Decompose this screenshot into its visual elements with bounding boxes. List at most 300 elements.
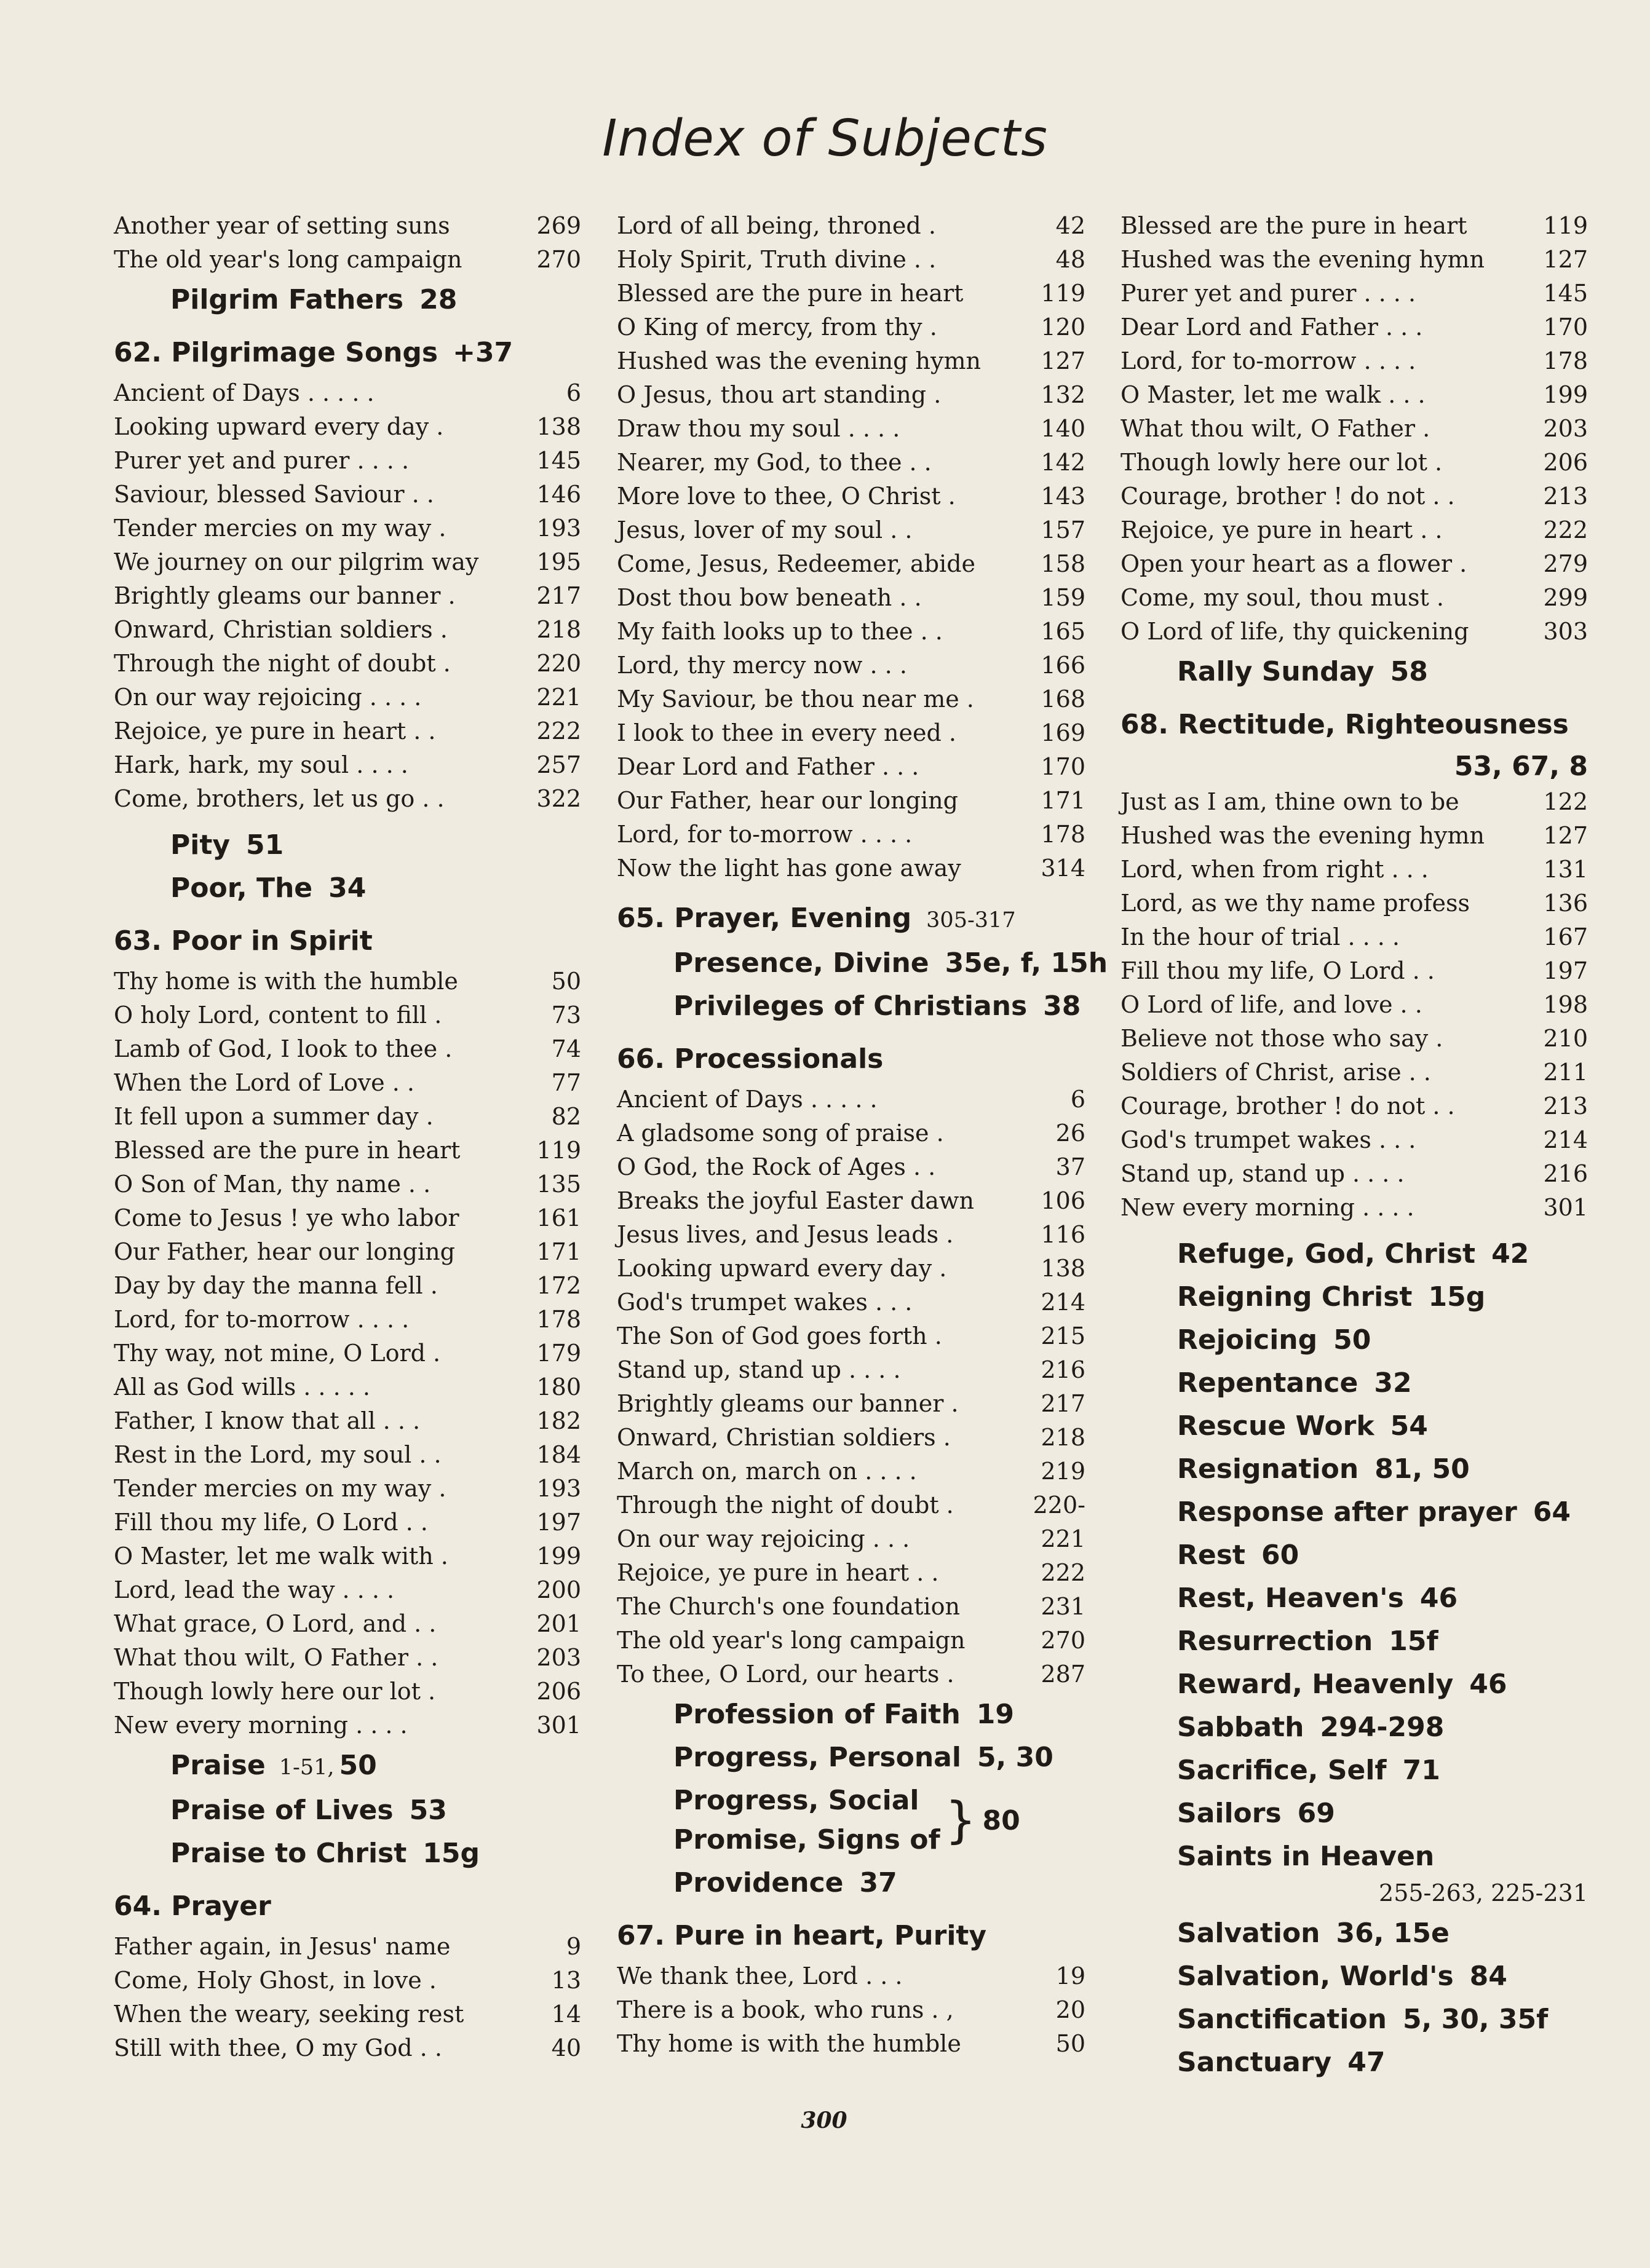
index-entry xyxy=(114,444,581,478)
index-entry xyxy=(114,410,581,444)
entry-number: 270 xyxy=(1041,1627,1085,1654)
index-entry xyxy=(617,1387,1085,1421)
subject-heading xyxy=(1120,2000,1588,2039)
index-entry xyxy=(1120,412,1588,446)
entry-number: 215 xyxy=(1041,1322,1085,1349)
entry-title: Thy home is with the humble xyxy=(617,2030,961,2057)
subject-ref: 1-51, xyxy=(279,1755,335,1780)
entry-number: 211 xyxy=(1543,1059,1588,1086)
entry-title: O Master, let me walk . . . xyxy=(1120,381,1426,408)
subject-name: Resurrection xyxy=(1177,1626,1373,1657)
subject-ref: 53 xyxy=(409,1795,447,1826)
entry-title: The Son of God goes forth . xyxy=(617,1322,942,1349)
entry-title: Through the night of doubt . xyxy=(617,1492,954,1519)
index-entry xyxy=(114,579,581,613)
entry-number: 203 xyxy=(1543,415,1588,442)
index-entry xyxy=(114,1370,581,1404)
subject-name: Providence xyxy=(673,1867,844,1899)
subject-name: Sailors xyxy=(1177,1798,1282,1829)
entry-title: Stand up, stand up . . . . xyxy=(617,1356,901,1383)
index-entry xyxy=(617,1959,1085,1993)
entry-number: 9 xyxy=(566,1933,581,1960)
entry-title: The old year's long campaign xyxy=(114,246,462,273)
subject-name: Progress, Personal xyxy=(673,1742,961,1773)
entry-number: 301 xyxy=(536,1712,581,1739)
subject-ref: 64 xyxy=(1533,1496,1571,1528)
subject-heading xyxy=(114,826,581,865)
entry-number: 219 xyxy=(1041,1458,1085,1485)
entry-number: 201 xyxy=(536,1610,581,1637)
entry-number: 218 xyxy=(1041,1424,1085,1451)
subject-name: Reigning Christ xyxy=(1177,1281,1413,1313)
entry-title: Rest in the Lord, my soul . . xyxy=(114,1441,442,1468)
subject-ref: 5, 30 xyxy=(977,1742,1053,1773)
index-entry xyxy=(114,1675,581,1709)
entry-title: O Lord of life, thy quickening xyxy=(1120,618,1469,645)
entry-title: O Son of Man, thy name . . xyxy=(114,1171,431,1198)
entry-number: 50 xyxy=(1055,2030,1085,2057)
entry-title: Father again, in Jesus' name xyxy=(114,1933,451,1960)
entry-number: 213 xyxy=(1543,483,1588,510)
subject-heading xyxy=(114,1791,581,1830)
entry-title: It fell upon a summer day . xyxy=(114,1103,434,1130)
index-entry xyxy=(114,1641,581,1675)
entry-number: 127 xyxy=(1543,246,1588,273)
entry-number: 322 xyxy=(536,785,581,812)
entry-number: 217 xyxy=(536,582,581,609)
index-entry xyxy=(1120,988,1588,1022)
entry-title: Lamb of God, I look to thee . xyxy=(114,1035,453,1062)
heading-text: 67. Pure in heart, Purity xyxy=(617,1920,987,1951)
entry-title: Come, brothers, let us go . . xyxy=(114,785,445,812)
entry-number: 303 xyxy=(1543,618,1588,645)
entry-title: Dear Lord and Father . . . xyxy=(1120,314,1423,341)
index-entry xyxy=(114,1997,581,2031)
subject-ref: 80 xyxy=(982,1804,1020,1836)
subject-name: Praise of Lives xyxy=(170,1795,394,1826)
subject-ref: 84 xyxy=(1469,1961,1507,1992)
subject-name: Praise xyxy=(170,1750,266,1781)
subject-heading xyxy=(114,1834,581,1873)
subject-heading xyxy=(617,1695,1085,1734)
subject-name: Response after prayer xyxy=(1177,1496,1517,1528)
index-entry xyxy=(114,1032,581,1066)
index-entry xyxy=(617,547,1085,581)
entry-title: Come to Jesus ! ye who labor xyxy=(114,1204,459,1231)
subject-heading xyxy=(1120,1364,1588,1403)
index-entry xyxy=(617,1624,1085,1658)
entry-number: 217 xyxy=(1041,1390,1085,1417)
index-entry xyxy=(114,478,581,512)
entry-title: Stand up, stand up . . . . xyxy=(1120,1160,1405,1187)
subject-ref: 15g xyxy=(1428,1281,1486,1313)
subject-heading xyxy=(1120,1622,1588,1661)
entry-number: 157 xyxy=(1041,516,1085,543)
heading-text: 66. Processionals xyxy=(617,1043,884,1075)
entry-title: Open your heart as a flower . xyxy=(1120,550,1467,577)
entry-title: O King of mercy, from thy . xyxy=(617,314,937,341)
entry-number: 182 xyxy=(536,1407,581,1434)
entry-number: 299 xyxy=(1543,584,1588,611)
subject-name: Sacrifice, Self xyxy=(1177,1755,1387,1786)
entry-title: Purer yet and purer . . . . xyxy=(1120,280,1416,307)
entry-title: Our Father, hear our longing xyxy=(617,787,958,814)
entry-number: 13 xyxy=(551,1967,581,1994)
index-entry xyxy=(1120,547,1588,581)
index-entry xyxy=(114,545,581,579)
index-entry xyxy=(1120,243,1588,277)
index-entry xyxy=(617,1218,1085,1252)
entry-number: 116 xyxy=(1041,1221,1085,1248)
entry-title: What thou wilt, O Father . . xyxy=(114,1644,438,1671)
index-entry xyxy=(114,1472,581,1506)
entry-number: 167 xyxy=(1543,923,1588,950)
entry-number: 161 xyxy=(536,1204,581,1231)
subject-heading xyxy=(114,280,581,320)
entry-number: 26 xyxy=(1055,1120,1085,1147)
entry-title: Hark, hark, my soul . . . . xyxy=(114,751,408,778)
entry-title: My Saviour, be thou near me . xyxy=(617,686,974,713)
index-entry xyxy=(1120,1056,1588,1089)
entry-title: On our way rejoicing . . . xyxy=(617,1525,910,1552)
entry-number: 48 xyxy=(1055,246,1085,273)
entry-number: 178 xyxy=(1543,347,1588,374)
index-entry xyxy=(1120,480,1588,513)
subject-ref: 58 xyxy=(1390,656,1428,687)
subject-heading xyxy=(114,869,581,908)
subject-ref: 15g xyxy=(422,1838,480,1869)
entry-title: Rejoice, ye pure in heart . . xyxy=(1120,516,1443,543)
index-entry xyxy=(114,647,581,681)
heading-ref: +37 xyxy=(453,337,514,368)
index-entry xyxy=(1120,209,1588,243)
entry-title: Dear Lord and Father . . . xyxy=(617,753,919,780)
index-entry xyxy=(1120,954,1588,988)
index-entry xyxy=(1120,446,1588,480)
entry-number: 210 xyxy=(1543,1025,1588,1052)
entry-title: A gladsome song of praise . xyxy=(617,1120,944,1147)
subject-name: Rest, Heaven's xyxy=(1177,1582,1404,1614)
entry-number: 221 xyxy=(1041,1525,1085,1552)
index-entry xyxy=(114,681,581,714)
entry-number: 166 xyxy=(1041,652,1085,679)
entry-number: 82 xyxy=(551,1103,581,1130)
heading-text: 64. Prayer xyxy=(114,1891,271,1922)
entry-number: 127 xyxy=(1543,822,1588,849)
index-entry xyxy=(114,1404,581,1438)
subject-heading xyxy=(1120,1536,1588,1575)
subject-name: Privileges of Christians xyxy=(673,990,1028,1022)
entry-title: Fill thou my life, O Lord . . xyxy=(1120,957,1435,984)
subject-name: Refuge, God, Christ xyxy=(1177,1238,1476,1270)
index-entry xyxy=(617,1522,1085,1556)
index-entry xyxy=(1120,920,1588,954)
entry-number: 42 xyxy=(1055,212,1085,239)
entry-number: 214 xyxy=(1041,1289,1085,1316)
entry-number: 197 xyxy=(536,1509,581,1536)
entry-title: Draw thou my soul . . . . xyxy=(617,415,900,442)
entry-title: Come, my soul, thou must . xyxy=(1120,584,1444,611)
entry-number: 50 xyxy=(551,968,581,995)
index-entry xyxy=(1120,581,1588,615)
entry-title: Looking upward every day . xyxy=(617,1255,947,1282)
entry-number: 216 xyxy=(1041,1356,1085,1383)
entry-number: 6 xyxy=(566,379,581,406)
index-entry xyxy=(617,1421,1085,1455)
subject-heading xyxy=(1120,1407,1588,1446)
entry-title: O Jesus, thou art standing . xyxy=(617,381,942,408)
section-heading xyxy=(617,899,1085,940)
entry-title: Lord, lead the way . . . . xyxy=(114,1576,395,1603)
index-entry xyxy=(617,277,1085,310)
entry-title: Tender mercies on my way . xyxy=(114,1475,446,1502)
entry-number: 146 xyxy=(536,481,581,508)
index-entry xyxy=(114,1303,581,1337)
index-entry xyxy=(617,446,1085,480)
index-entry xyxy=(1120,310,1588,344)
entry-title: Thy way, not mine, O Lord . xyxy=(114,1340,441,1367)
entry-title: O Master, let me walk with . xyxy=(114,1543,448,1570)
entry-title: Rejoice, ye pure in heart . . xyxy=(114,717,436,745)
entry-title: I look to thee in every need . xyxy=(617,719,956,746)
subject-name: Progress, Social xyxy=(673,1785,919,1816)
entry-number: 14 xyxy=(551,2001,581,2028)
subject-ref: 15f xyxy=(1389,1626,1438,1657)
index-entry xyxy=(1120,1191,1588,1225)
entry-number: 206 xyxy=(536,1678,581,1705)
entry-title: Rejoice, ye pure in heart . . xyxy=(617,1559,939,1586)
index-entry xyxy=(1120,1022,1588,1056)
entry-number: 231 xyxy=(1041,1593,1085,1620)
index-entry xyxy=(617,1083,1085,1116)
index-entry xyxy=(617,1184,1085,1218)
entry-number: 222 xyxy=(536,717,581,745)
entry-title: Soldiers of Christ, arise . . xyxy=(1120,1059,1431,1086)
entry-title: When the weary, seeking rest xyxy=(114,2001,464,2028)
entry-number: 165 xyxy=(1041,618,1085,645)
entry-title: Lord, for to-morrow . . . . xyxy=(1120,347,1416,374)
subject-ref: 5, 30, 35f xyxy=(1402,2004,1549,2035)
entry-number: 199 xyxy=(536,1543,581,1570)
entry-number: 220 xyxy=(536,650,581,677)
entry-number: 77 xyxy=(551,1069,581,1096)
subject-heading xyxy=(1120,1957,1588,1996)
subject-heading xyxy=(1120,1794,1588,1833)
subject-ref: 54 xyxy=(1390,1410,1428,1442)
subject-ref: 46 xyxy=(1419,1582,1458,1614)
entry-title: Fill thou my life, O Lord . . xyxy=(114,1509,428,1536)
index-entry xyxy=(114,1066,581,1100)
subject-heading xyxy=(1120,1493,1588,1532)
entry-number: 221 xyxy=(536,684,581,711)
entry-title: Brightly gleams our banner . xyxy=(114,582,456,609)
index-entry xyxy=(617,310,1085,344)
index-entry xyxy=(114,965,581,998)
index-entry xyxy=(1120,785,1588,819)
entry-title: In the hour of trial . . . . xyxy=(1120,923,1400,950)
entry-title: Tender mercies on my way . xyxy=(114,515,446,542)
entry-number: 19 xyxy=(1055,1962,1085,1989)
index-entry xyxy=(617,581,1085,615)
subject-heading xyxy=(617,944,1108,983)
entry-title: Just as I am, thine own to be xyxy=(1120,788,1459,815)
subject-name: Sabbath xyxy=(1177,1712,1304,1743)
subject-heading xyxy=(1120,1751,1588,1790)
index-entry xyxy=(617,2027,1085,2061)
entry-number: 37 xyxy=(1055,1153,1085,1180)
index-entry xyxy=(617,615,1085,649)
entry-number: 270 xyxy=(536,246,581,273)
index-entry xyxy=(1120,887,1588,920)
entry-number: 269 xyxy=(536,212,581,239)
entry-number: 132 xyxy=(1041,381,1085,408)
entry-title: Nearer, my God, to thee . . xyxy=(617,449,932,476)
index-entry xyxy=(114,613,581,647)
section-heading xyxy=(617,1040,1085,1079)
entry-number: 257 xyxy=(536,751,581,778)
index-entry xyxy=(114,714,581,748)
index-entry xyxy=(114,1168,581,1201)
entry-title: O holy Lord, content to fill . xyxy=(114,1002,442,1029)
subject-ref: 42 xyxy=(1491,1238,1529,1270)
index-entry xyxy=(617,412,1085,446)
subject-heading xyxy=(114,1746,581,1787)
subject-name: Salvation, World's xyxy=(1177,1961,1454,1992)
entry-title: God's trumpet wakes . . . xyxy=(617,1289,913,1316)
entry-number: 178 xyxy=(536,1306,581,1333)
entry-title: My faith looks up to thee . . xyxy=(617,618,943,645)
index-entry xyxy=(617,480,1085,513)
index-entry xyxy=(114,1607,581,1641)
index-entry xyxy=(617,1353,1085,1387)
entry-number: 206 xyxy=(1543,449,1588,476)
index-entry xyxy=(617,1556,1085,1590)
index-entry xyxy=(617,649,1085,682)
heading-ref: 53, 67, 8 xyxy=(1454,751,1588,782)
heading-ref: 305-317 xyxy=(926,908,1016,933)
subject-name: Repentance xyxy=(1177,1367,1358,1399)
subject-heading xyxy=(1120,652,1588,692)
entry-title: Breaks the joyful Easter dawn xyxy=(617,1187,974,1214)
entry-title: New every morning . . . . xyxy=(114,1712,408,1739)
entry-title: Hushed was the evening hymn xyxy=(1120,822,1485,849)
entry-title: Brightly gleams our banner . xyxy=(617,1390,959,1417)
index-entry xyxy=(617,682,1085,716)
index-entry xyxy=(114,1337,581,1370)
index-entry xyxy=(617,818,1085,851)
subject-name: Praise to Christ xyxy=(170,1838,407,1869)
subject-heading xyxy=(1120,1665,1588,1704)
entry-title: Ancient of Days . . . . . xyxy=(617,1086,878,1113)
entry-title: Lord, for to-morrow . . . . xyxy=(114,1306,410,1333)
entry-title: Purer yet and purer . . . . xyxy=(114,447,410,474)
entry-number: 184 xyxy=(536,1441,581,1468)
entry-number: 279 xyxy=(1543,550,1588,577)
entry-title: Lord, when from right . . . xyxy=(1120,856,1429,883)
entry-number: 222 xyxy=(1041,1559,1085,1586)
entry-title: Now the light has gone away xyxy=(617,855,961,882)
entry-number: 138 xyxy=(536,413,581,440)
entry-title: March on, march on . . . . xyxy=(617,1458,917,1485)
section-heading xyxy=(114,1887,581,1926)
index-entry xyxy=(1120,853,1588,887)
entry-title: The old year's long campaign xyxy=(617,1627,966,1654)
index-entry xyxy=(114,2031,581,2065)
index-entry xyxy=(617,378,1085,412)
index-entry xyxy=(617,1590,1085,1624)
entry-number: 20 xyxy=(1055,1996,1085,2023)
entry-title: Day by day the manna fell . xyxy=(114,1272,438,1299)
entry-title: The Church's one foundation xyxy=(617,1593,960,1620)
subject-name: Sanctification xyxy=(1177,2004,1387,2035)
index-entry xyxy=(617,243,1085,277)
entry-title: We journey on our pilgrim way xyxy=(114,548,479,575)
entry-number: 119 xyxy=(1041,280,1085,307)
heading-text: 68. Rectitude, Righteousness xyxy=(1120,709,1569,740)
index-entry xyxy=(1120,344,1588,378)
subject-heading xyxy=(617,987,1085,1026)
index-entry xyxy=(114,1930,581,1964)
brace-glyph: } xyxy=(945,1792,977,1849)
subject-ref: 69 xyxy=(1297,1798,1335,1829)
page-number: 300 xyxy=(801,2108,847,2133)
index-entry xyxy=(617,1150,1085,1184)
subject-ref: 47 xyxy=(1347,2047,1386,2078)
subject-ref: 50 xyxy=(1333,1324,1371,1356)
index-entry xyxy=(114,1201,581,1235)
index-entry xyxy=(114,998,581,1032)
entry-title: Another year of setting suns xyxy=(114,212,450,239)
entry-number: 127 xyxy=(1041,347,1085,374)
subject-name: Rest xyxy=(1177,1539,1245,1571)
entry-title: Come, Jesus, Redeemer, abide xyxy=(617,550,976,577)
entry-title: Lord, as we thy name profess xyxy=(1120,890,1470,917)
subject-heading xyxy=(1120,1837,1588,1876)
entry-title: Courage, brother ! do not . . xyxy=(1120,483,1455,510)
entry-title: When the Lord of Love . . xyxy=(114,1069,414,1096)
entry-number: 220- xyxy=(1033,1492,1085,1519)
subject-name: Resignation xyxy=(1177,1453,1359,1485)
entry-number: 197 xyxy=(1543,957,1588,984)
entry-number: 171 xyxy=(536,1238,581,1265)
entry-title: Courage, brother ! do not . . xyxy=(1120,1093,1455,1120)
index-entry xyxy=(617,716,1085,750)
subject-ref: 32 xyxy=(1374,1367,1412,1399)
subject-heading xyxy=(1120,1235,1588,1274)
entry-number: 131 xyxy=(1543,856,1588,883)
section-heading xyxy=(617,1916,1085,1956)
entry-title: Hushed was the evening hymn xyxy=(617,347,981,374)
entry-number: 74 xyxy=(551,1035,581,1062)
entry-title: Father, I know that all . . . xyxy=(114,1407,421,1434)
entry-title: Thy home is with the humble xyxy=(114,968,458,995)
subject-name: Sanctuary xyxy=(1177,2047,1332,2078)
subject-name: Rally Sunday xyxy=(1177,656,1374,687)
entry-title: Though lowly here our lot . xyxy=(114,1678,436,1705)
subject-heading xyxy=(1120,1914,1588,1953)
subject-ref: 28 xyxy=(419,284,458,315)
entry-number: 40 xyxy=(551,2034,581,2061)
entry-title: Our Father, hear our longing xyxy=(114,1238,455,1265)
index-entry xyxy=(617,1993,1085,2027)
entry-number: 138 xyxy=(1041,1255,1085,1282)
index-entry xyxy=(114,1573,581,1607)
entry-number: 119 xyxy=(1543,212,1588,239)
subject-name: Profession of Faith xyxy=(673,1699,961,1730)
subject-name: Rescue Work xyxy=(1177,1410,1374,1442)
subject-heading xyxy=(1120,1321,1588,1360)
entry-number: 136 xyxy=(1543,890,1588,917)
